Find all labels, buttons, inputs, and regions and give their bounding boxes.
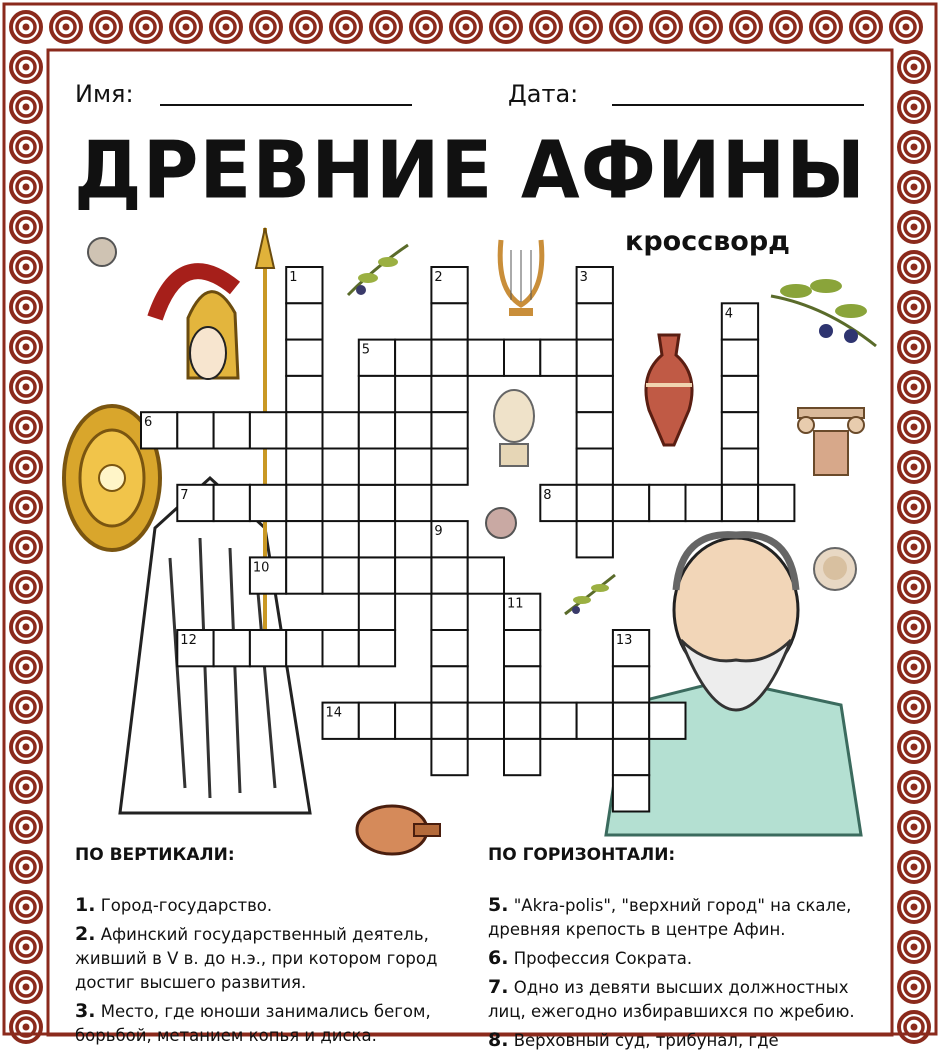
clue-number: 14 <box>325 705 343 721</box>
crossword-cell[interactable] <box>395 340 431 376</box>
crossword-cell[interactable] <box>431 703 467 739</box>
crossword-cell[interactable] <box>359 521 395 557</box>
crossword-cell[interactable] <box>359 594 395 630</box>
crossword-cell[interactable] <box>431 412 467 448</box>
crossword-cell[interactable] <box>468 703 504 739</box>
page-title: ДРЕВНИЕ АФИНЫ <box>74 122 866 217</box>
crossword-cell[interactable] <box>577 703 613 739</box>
page-subtitle: кроссворд <box>625 226 790 257</box>
crossword-cell[interactable] <box>359 376 395 412</box>
crossword-cell[interactable] <box>431 594 467 630</box>
crossword-cell[interactable] <box>286 630 322 666</box>
crossword-cell[interactable] <box>359 412 395 448</box>
crossword-cell[interactable] <box>504 703 540 739</box>
clue-number: 13 <box>615 633 633 648</box>
crossword-cell[interactable] <box>758 485 794 521</box>
across-clues <box>488 893 873 1057</box>
crossword-cell[interactable] <box>504 666 540 702</box>
crossword-cell[interactable] <box>686 485 722 521</box>
crossword-cell[interactable] <box>323 412 359 448</box>
crossword-cell[interactable] <box>359 557 395 593</box>
crossword-cell[interactable] <box>431 303 467 339</box>
crossword-cell[interactable] <box>250 485 286 521</box>
crossword-cell[interactable] <box>577 376 613 412</box>
clue-down-3: 3. Место, где юноши занимались бегом, борьбой, метанием копья и диска. <box>75 1000 431 1045</box>
clue-number: 2 <box>434 270 443 285</box>
crossword-cell[interactable] <box>395 485 431 521</box>
crossword-cell[interactable] <box>613 703 649 739</box>
clue-across-7: 7. Одно из девяти высших должностных лиц, ежегодно избиравшихся по жребию. <box>488 976 855 1021</box>
crossword-cell[interactable] <box>359 703 395 739</box>
crossword-cell[interactable] <box>431 666 467 702</box>
crossword-cell[interactable] <box>323 630 359 666</box>
crossword-cell[interactable] <box>722 412 758 448</box>
crossword-cell[interactable] <box>431 376 467 412</box>
crossword-cell[interactable] <box>250 630 286 666</box>
crossword-cell[interactable] <box>286 485 322 521</box>
crossword-cell[interactable] <box>286 449 322 485</box>
crossword-cell[interactable] <box>577 412 613 448</box>
crossword-cell[interactable] <box>649 703 685 739</box>
clue-number: 3 <box>579 270 588 285</box>
name-label: Имя: <box>75 80 134 108</box>
crossword-cell[interactable] <box>722 449 758 485</box>
crossword-cell[interactable] <box>286 412 322 448</box>
across-heading: ПО ГОРИЗОНТАЛИ: <box>488 845 676 865</box>
clue-number: 9 <box>434 524 443 540</box>
crossword-cell[interactable] <box>613 739 649 775</box>
crossword-cell[interactable] <box>286 340 322 376</box>
crossword-cell[interactable] <box>468 557 504 593</box>
clue-number: 7 <box>180 487 189 503</box>
crossword-cell[interactable] <box>214 630 250 666</box>
crossword-cell[interactable] <box>395 557 431 593</box>
crossword-cell[interactable] <box>250 412 286 448</box>
crossword-cell[interactable] <box>613 485 649 521</box>
crossword-cell[interactable] <box>431 557 467 593</box>
crossword-cell[interactable] <box>613 775 649 811</box>
crossword-cell[interactable] <box>577 521 613 557</box>
crossword-cell[interactable] <box>286 376 322 412</box>
clue-down-1: 1. Город-государство. <box>75 894 273 916</box>
crossword-cell[interactable] <box>504 340 540 376</box>
clue-across-5: 5. "Akra-polis", "верхний город" на скале, древняя крепость в центре Афин. <box>488 894 852 939</box>
crossword-cell[interactable] <box>540 340 576 376</box>
clue-across-8: 8. Верховный суд, трибунал, где <box>488 1029 779 1051</box>
crossword-cell[interactable] <box>177 412 213 448</box>
date-label: Дата: <box>508 80 579 108</box>
crossword-cell[interactable] <box>395 703 431 739</box>
crossword-cell[interactable] <box>577 449 613 485</box>
clue-number: 5 <box>361 342 371 358</box>
crossword-cell[interactable] <box>431 739 467 775</box>
crossword-cell[interactable] <box>577 303 613 339</box>
crossword-cell[interactable] <box>577 340 613 376</box>
clue-across-6: 6. Профессия Сократа. <box>488 947 693 969</box>
crossword-cell[interactable] <box>286 557 322 593</box>
crossword-cell[interactable] <box>214 485 250 521</box>
clue-number: 4 <box>724 306 734 322</box>
clue-number: 8 <box>543 487 552 503</box>
crossword-cell[interactable] <box>323 485 359 521</box>
crossword-cell[interactable] <box>649 485 685 521</box>
clue-number: 11 <box>507 596 524 612</box>
crossword-cell[interactable] <box>504 630 540 666</box>
crossword-cell[interactable] <box>431 340 467 376</box>
crossword-cell[interactable] <box>395 412 431 448</box>
crossword-cell[interactable] <box>214 412 250 448</box>
crossword-cell[interactable] <box>504 739 540 775</box>
clue-number: 12 <box>180 633 197 648</box>
crossword-cell[interactable] <box>468 340 504 376</box>
crossword-cell[interactable] <box>286 521 322 557</box>
clue-down-2: 2. Афинский государственный деятель, живший в V в. до н.э., при котором город достиг высшего развития. <box>75 923 438 992</box>
crossword-cell[interactable] <box>431 630 467 666</box>
down-heading: ПО ВЕРТИКАЛИ: <box>75 845 235 865</box>
clue-number: 1 <box>289 270 298 285</box>
crossword-cell[interactable] <box>359 449 395 485</box>
crossword-cell[interactable] <box>540 703 576 739</box>
crossword-cell[interactable] <box>577 485 613 521</box>
crossword-cell[interactable] <box>431 449 467 485</box>
crossword-cell[interactable] <box>613 666 649 702</box>
clue-number: 10 <box>252 560 270 576</box>
crossword-cell[interactable] <box>323 557 359 593</box>
crossword-cell[interactable] <box>722 340 758 376</box>
crossword-cell[interactable] <box>722 485 758 521</box>
crossword-cell[interactable] <box>286 303 322 339</box>
crossword-cell[interactable] <box>722 376 758 412</box>
clue-number: 6 <box>144 415 153 431</box>
down-clues <box>75 893 460 1052</box>
crossword-cell[interactable] <box>359 485 395 521</box>
crossword-cell[interactable] <box>359 630 395 666</box>
